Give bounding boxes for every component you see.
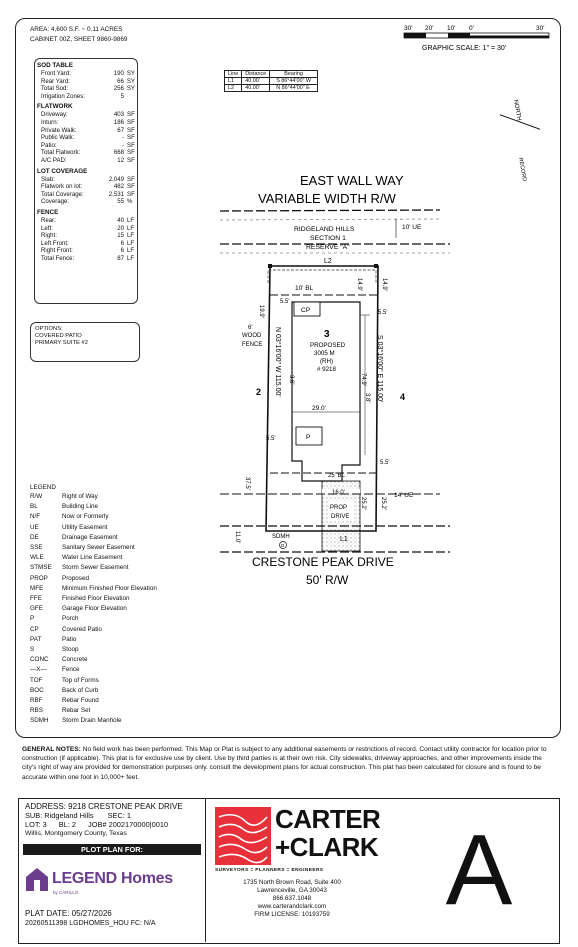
legend-desc: Concrete bbox=[62, 656, 88, 664]
top-street-name: EAST WALL WAY bbox=[300, 173, 404, 188]
flatwork-unit: SF bbox=[127, 156, 135, 164]
legend-item bbox=[30, 523, 220, 533]
legend-abbr: SDMH bbox=[30, 717, 49, 725]
flatwork-row bbox=[37, 111, 135, 119]
fence-label: Left Front: bbox=[41, 239, 69, 247]
legend-item bbox=[30, 645, 220, 655]
legend-desc: Finished Floor Elevation bbox=[62, 595, 130, 603]
legend-abbr: RBF bbox=[30, 697, 43, 705]
fence-label: Right: bbox=[41, 232, 57, 240]
options-title: OPTIONS: bbox=[35, 326, 63, 332]
fence-unit: LF bbox=[127, 232, 135, 240]
scale-tick-2: 20' bbox=[425, 25, 434, 32]
cabinet-text: CABINET 00Z, SHEET 9860-9869 bbox=[30, 36, 128, 43]
legend-item bbox=[30, 492, 220, 502]
legend-desc: Water Line Easement bbox=[62, 554, 123, 562]
rear-bl-label: 10' BL bbox=[295, 285, 314, 292]
legend-item bbox=[30, 584, 220, 594]
company-phone: 866.637.1048 bbox=[272, 895, 312, 903]
carter-clark-mark-icon bbox=[215, 807, 271, 865]
legend-item bbox=[30, 614, 220, 624]
record-label: RECORD bbox=[517, 157, 528, 182]
flatwork-unit: SF bbox=[127, 149, 135, 157]
fence-title: FENCE bbox=[37, 208, 59, 216]
scale-tick-5: 30' bbox=[536, 25, 545, 32]
legend-item bbox=[30, 696, 220, 706]
sod-row bbox=[37, 85, 135, 93]
legend-item bbox=[30, 512, 220, 522]
scale-tick-1: 30' bbox=[404, 25, 413, 32]
legend-item bbox=[30, 655, 220, 665]
title-block bbox=[18, 798, 560, 944]
flatwork-value: - bbox=[121, 134, 124, 142]
lot-coverage-label: Total Coverage: bbox=[41, 190, 84, 198]
table-cell: L1 bbox=[225, 78, 242, 85]
flatwork-label: Inturn: bbox=[41, 118, 59, 126]
legend-desc: Stoop bbox=[62, 646, 79, 654]
flatwork-unit: SF bbox=[127, 126, 135, 134]
sod-table-title: SOD TABLE bbox=[37, 62, 73, 69]
area-text: AREA: 4,600 S.F. ~ 0.11 ACRES bbox=[30, 26, 123, 33]
line-table-header: Line bbox=[225, 71, 242, 78]
lot-coverage-value: 2,049 bbox=[108, 175, 124, 183]
block-text: BL: 2 bbox=[58, 820, 77, 829]
legend-homes-sub: by CARILLO bbox=[53, 890, 79, 895]
fence-value: 6 bbox=[120, 239, 124, 247]
legend-desc: Back of Curb bbox=[62, 686, 99, 694]
sod-value: 256 bbox=[113, 85, 124, 93]
fence-note-3: FENCE bbox=[242, 342, 263, 348]
sod-unit: SY bbox=[126, 70, 135, 77]
setback-left-top: 5.5' bbox=[280, 299, 290, 305]
scale-tick-4: 0' bbox=[469, 25, 474, 32]
lot-coverage-row bbox=[37, 176, 135, 184]
fence-label: Rear: bbox=[41, 216, 56, 224]
bottom-street-row: 50' R/W bbox=[306, 573, 349, 587]
legend-item bbox=[30, 543, 220, 553]
setback-right-top: 5.5' bbox=[378, 310, 388, 316]
lot-coverage-unit: SF bbox=[127, 175, 135, 183]
fence-row bbox=[37, 240, 135, 248]
front-bl-label: 25' BL bbox=[328, 473, 345, 479]
flatwork-label: Driveway: bbox=[41, 111, 68, 119]
rear-ue-label: 10' UE bbox=[402, 224, 422, 231]
lot-coverage-row bbox=[37, 191, 135, 199]
legend-desc: Storm Sewer Easement bbox=[62, 564, 129, 572]
legend-abbr: MFE bbox=[30, 584, 44, 592]
legend-desc: Rebar Found bbox=[62, 697, 99, 705]
fence-row bbox=[37, 232, 135, 240]
drive-label-2: DRIVE bbox=[331, 514, 350, 520]
front-ue-label: 14' UE bbox=[394, 492, 414, 499]
legend-abbr: STMSE bbox=[30, 564, 52, 572]
sdmh-label: SDMH bbox=[272, 534, 290, 540]
general-notes-title: GENERAL NOTES: bbox=[22, 746, 81, 753]
line-table bbox=[224, 70, 318, 92]
flatwork-value: - bbox=[121, 141, 124, 149]
sod-label: Front Yard: bbox=[41, 70, 71, 77]
flatwork-label: Total Flatwork: bbox=[41, 149, 81, 157]
left-front-distance: 37.5' bbox=[244, 477, 250, 490]
legend-item bbox=[30, 676, 220, 686]
flatwork-row bbox=[37, 142, 135, 150]
legend-title: LEGEND bbox=[30, 484, 56, 491]
plat-date-text: PLAT DATE: 05/27/2026 bbox=[25, 909, 112, 918]
house-depth: 74.9' bbox=[360, 373, 366, 386]
lot-coverage-label: Flatwork on lot: bbox=[41, 183, 83, 191]
flatwork-row bbox=[37, 119, 135, 127]
legend-item bbox=[30, 502, 220, 512]
sheet-letter: A bbox=[445, 814, 513, 926]
option-item: COVERED PATIO bbox=[35, 333, 82, 339]
house-logo-icon bbox=[25, 866, 49, 892]
sod-label: Irrigation Zones: bbox=[41, 92, 86, 100]
row-distance: 11.0' bbox=[234, 531, 240, 544]
subdivision-text: SUB: Ridgeland Hills bbox=[25, 811, 94, 820]
table-cell: S 86°44'00" W bbox=[270, 78, 318, 85]
legend-item bbox=[30, 665, 220, 675]
legend-abbr: N/F bbox=[30, 513, 41, 521]
legend-desc: Now or Formerly bbox=[62, 513, 109, 521]
lot-coverage-row bbox=[37, 183, 135, 191]
sod-row bbox=[37, 78, 135, 86]
legend-abbr: R/W bbox=[30, 493, 43, 500]
legend-abbr: CP bbox=[30, 625, 39, 633]
legend-desc: Garage Floor Elevation bbox=[62, 605, 127, 613]
legend-abbr: BOC bbox=[30, 686, 44, 694]
flatwork-unit: SF bbox=[127, 141, 135, 149]
company-license: FIRM LICENSE: 10193759 bbox=[254, 911, 330, 919]
table-row bbox=[225, 85, 318, 92]
general-notes bbox=[22, 745, 558, 782]
flatwork-label: Private Walk: bbox=[41, 126, 77, 134]
bottom-street-name: CRESTONE PEAK DRIVE bbox=[252, 555, 394, 569]
flatwork-row bbox=[37, 127, 135, 135]
covered-patio-label: CP bbox=[301, 307, 311, 314]
fence-value: 6 bbox=[120, 247, 124, 255]
flatwork-value: 67 bbox=[117, 126, 124, 134]
sod-label: Total Sod: bbox=[41, 85, 69, 93]
company-website: www.carterandclark.com bbox=[257, 903, 327, 911]
table-cell: L2 bbox=[225, 85, 242, 92]
legend bbox=[30, 484, 220, 727]
fence-note-2: WOOD bbox=[242, 333, 262, 339]
fence-value: 87 bbox=[117, 254, 124, 262]
line-table-header: Bearing bbox=[270, 71, 318, 78]
fence-unit: LF bbox=[127, 224, 135, 232]
legend-desc: Proposed bbox=[62, 574, 89, 582]
legend-item bbox=[30, 706, 220, 716]
legend-item bbox=[30, 553, 220, 563]
legend-homes-logo: LEGEND Homes bbox=[52, 870, 173, 887]
legend-desc: Porch bbox=[62, 615, 79, 623]
sod-unit bbox=[124, 93, 127, 101]
fence-label: Left: bbox=[41, 224, 53, 232]
flatwork-label: Public Walk: bbox=[41, 134, 75, 142]
plot-plan-bar: PLOT PLAN FOR: bbox=[23, 844, 201, 855]
left-bearing: N 03°16'00" W 115.00' bbox=[274, 327, 281, 397]
legend-abbr: —X— bbox=[30, 666, 47, 674]
right-rear-distance-1: 14.9' bbox=[356, 278, 362, 291]
legend-item bbox=[30, 635, 220, 645]
legend-desc: Minimum Finished Floor Elevation bbox=[62, 584, 157, 592]
sod-value: 5 bbox=[120, 92, 124, 100]
legend-item bbox=[30, 563, 220, 573]
sod-row bbox=[37, 93, 135, 101]
legend-desc: Patio bbox=[62, 635, 77, 643]
quantities-box bbox=[34, 58, 138, 304]
graphic-scale bbox=[398, 22, 553, 54]
north-label: NORTH bbox=[512, 99, 522, 122]
job-text: JOB# 2002170000|0010 bbox=[88, 820, 169, 829]
house-label-1: PROPOSED bbox=[310, 342, 346, 349]
table-cell: 40.00' bbox=[242, 85, 270, 92]
flatwork-value: 12 bbox=[117, 156, 124, 164]
sod-unit: SY bbox=[126, 85, 135, 93]
left-rear-distance: 19.9' bbox=[258, 305, 264, 318]
legend-item bbox=[30, 533, 220, 543]
legend-abbr: P bbox=[30, 615, 35, 623]
legend-desc: Rebar Set bbox=[62, 707, 91, 715]
right-bearing: S 03°16'00" E 115.00' bbox=[376, 335, 383, 403]
option-item: PRIMARY SUITE #2 bbox=[35, 340, 88, 346]
left-side-3-6: 3.6' bbox=[288, 375, 294, 385]
lot-text: LOT: 3 bbox=[25, 820, 47, 829]
fence-row bbox=[37, 247, 135, 255]
fence-value: 40 bbox=[117, 216, 124, 224]
county-text: Willis, Montgomery County, Texas bbox=[25, 830, 127, 837]
fence-unit: LF bbox=[127, 254, 135, 262]
file-id-text: 20260511398 LGDHOMES_HOU FC: N/A bbox=[25, 920, 156, 927]
scale-label: GRAPHIC SCALE: 1" = 30' bbox=[422, 45, 507, 52]
flatwork-row bbox=[37, 134, 135, 142]
address-block bbox=[25, 802, 205, 838]
company-name-1: CARTER bbox=[275, 804, 381, 834]
legend-desc: Storm Drain Manhole bbox=[62, 717, 122, 725]
flatwork-value: 668 bbox=[113, 149, 124, 157]
legend-abbr: FFE bbox=[30, 595, 42, 603]
legend-desc: Covered Patio bbox=[62, 625, 102, 633]
l2-label: L2 bbox=[324, 258, 332, 265]
legend-desc: Sanitary Sewer Easement bbox=[62, 544, 135, 552]
right-rear-distance-2: 14.9' bbox=[381, 278, 387, 291]
sod-value: 190 bbox=[113, 70, 124, 77]
house-label-2: 3005 M bbox=[314, 350, 335, 357]
reserve-label-3: RESERVE "A" bbox=[306, 244, 350, 251]
porch-label: P bbox=[306, 434, 311, 441]
legend-desc: Building Line bbox=[62, 503, 99, 511]
address-text: ADDRESS: 9218 CRESTONE PEAK DRIVE bbox=[25, 802, 183, 811]
legend-abbr: DE bbox=[30, 533, 39, 541]
house-width: 29.0' bbox=[312, 405, 326, 412]
sdmh-symbol: D bbox=[281, 543, 285, 548]
legend-item bbox=[30, 686, 220, 696]
legend-item bbox=[30, 604, 220, 614]
setback-right-front: 5.5' bbox=[380, 460, 390, 466]
options-box bbox=[30, 322, 140, 362]
legend-item bbox=[30, 625, 220, 635]
fence-value: 15 bbox=[117, 232, 124, 240]
legend-abbr: WLE bbox=[30, 554, 44, 562]
line-table-header: Distance bbox=[242, 71, 270, 78]
fence-unit: LF bbox=[127, 239, 135, 247]
fence-label: Total Fence: bbox=[41, 254, 75, 262]
lot-coverage-value: 2,531 bbox=[108, 190, 124, 198]
sod-unit: SY bbox=[126, 77, 135, 85]
legend-abbr: BL bbox=[30, 503, 38, 511]
fence-row bbox=[37, 255, 135, 263]
flatwork-value: 186 bbox=[113, 118, 124, 126]
legend-abbr: SSE bbox=[30, 544, 43, 552]
front-dist-2: 25.2' bbox=[380, 497, 386, 510]
legend-desc: Right of Way bbox=[62, 493, 98, 500]
flatwork-row bbox=[37, 149, 135, 157]
legend-abbr: CONC bbox=[30, 656, 49, 664]
flatwork-label: A/C PAD: bbox=[41, 156, 67, 164]
reserve-label-2: SECTION 1 bbox=[310, 235, 346, 242]
legend-desc: Top of Forms bbox=[62, 676, 99, 684]
lot-coverage-label: Coverage: bbox=[41, 198, 70, 206]
drive-label-1: PROP bbox=[330, 505, 348, 511]
fence-row bbox=[37, 217, 135, 225]
lot-coverage-title: LOT COVERAGE bbox=[37, 167, 88, 175]
l1-label: L1 bbox=[340, 536, 348, 543]
fence-value: 20 bbox=[117, 224, 124, 232]
legend-desc: Utility Easement bbox=[62, 523, 108, 531]
lot-coverage-unit: % bbox=[127, 198, 133, 206]
flatwork-title: FLATWORK bbox=[37, 103, 73, 111]
house-label-4: # 9218 bbox=[317, 366, 336, 373]
legend-item bbox=[30, 574, 220, 584]
front-dist-1: 25.2' bbox=[360, 497, 366, 510]
company-address-1: 1735 North Brown Road, Suite 400 bbox=[243, 879, 341, 886]
legend-abbr: S bbox=[30, 646, 35, 654]
company-name-2: +CLARK bbox=[275, 832, 379, 862]
plat-drawing bbox=[210, 165, 560, 605]
right-side-3-8: 3.8' bbox=[364, 393, 370, 403]
lot-coverage-value: 482 bbox=[113, 183, 124, 191]
sod-label: Rear Yard: bbox=[41, 77, 70, 85]
general-notes-body: No field work has been performed. This Map or Plat is subject to any additional easements or restrictions of record. Contact utility contractor for location prior to construction (if applicable). This plat is for exclusive use by client. Use by third parties is at their own risk. City sidewalks, driveway approaches, and other improvements inside the city's right of way are provided for demonstration purposes only. consult the development plans for actual construction. This plat has been calculated for closure and is found to be accurate within one foot in 10,000+ feet. bbox=[22, 746, 547, 781]
legend-abbr: PAT bbox=[30, 635, 42, 643]
table-cell: N 86°44'00" E bbox=[270, 85, 318, 92]
fence-unit: LF bbox=[127, 247, 135, 255]
drive-width: 16.0' bbox=[332, 490, 345, 496]
legend-abbr: TOF bbox=[30, 676, 43, 684]
lot-coverage-value: 55 bbox=[117, 198, 124, 206]
scale-tick-3: 10' bbox=[447, 25, 456, 32]
legend-item bbox=[30, 594, 220, 604]
sod-value: 66 bbox=[117, 77, 124, 85]
legend-abbr: PROP bbox=[30, 574, 48, 582]
left-lot-number: 2 bbox=[256, 387, 262, 397]
legend-abbr: UE bbox=[30, 523, 39, 531]
legend-item bbox=[30, 716, 220, 726]
fence-note-1: 6' bbox=[248, 325, 253, 331]
legend-desc: Fence bbox=[62, 666, 80, 674]
lot-coverage-unit: SF bbox=[127, 190, 135, 198]
company-address-2: Lawrenceville, GA 30043 bbox=[257, 887, 327, 895]
legend-abbr: GFE bbox=[30, 605, 43, 613]
fence-label: Right Front: bbox=[41, 247, 73, 255]
top-street-row: VARIABLE WIDTH R/W bbox=[258, 191, 396, 206]
flatwork-value: 403 bbox=[113, 111, 124, 119]
section-text: SEC: 1 bbox=[107, 811, 132, 820]
flatwork-unit: SF bbox=[127, 118, 135, 126]
fence-unit: LF bbox=[127, 216, 135, 224]
flatwork-row bbox=[37, 157, 135, 165]
lot-coverage-unit: SF bbox=[127, 183, 135, 191]
lot-coverage-row bbox=[37, 198, 135, 206]
legend-abbr: RBS bbox=[30, 707, 43, 715]
flatwork-unit: SF bbox=[127, 134, 135, 142]
flatwork-unit: SF bbox=[127, 111, 135, 119]
reserve-label-1: RIDGELAND HILLS bbox=[294, 226, 355, 233]
legend-desc: Drainage Easement bbox=[62, 533, 118, 541]
company-tagline: SURVEYORS = PLANNERS = ENGINEERS bbox=[215, 868, 324, 873]
flatwork-label: Patio: bbox=[41, 141, 57, 149]
table-cell: 40.00' bbox=[242, 78, 270, 85]
company-contact bbox=[215, 879, 369, 919]
fence-row bbox=[37, 225, 135, 233]
sod-row bbox=[37, 70, 135, 78]
house-label-3: (RH) bbox=[320, 358, 334, 365]
lot-number: 3 bbox=[324, 329, 330, 340]
right-lot-number: 4 bbox=[400, 392, 406, 402]
table-row bbox=[225, 78, 318, 85]
lot-coverage-label: Slab: bbox=[41, 175, 55, 183]
setback-left-porch: 5.5' bbox=[266, 436, 276, 442]
